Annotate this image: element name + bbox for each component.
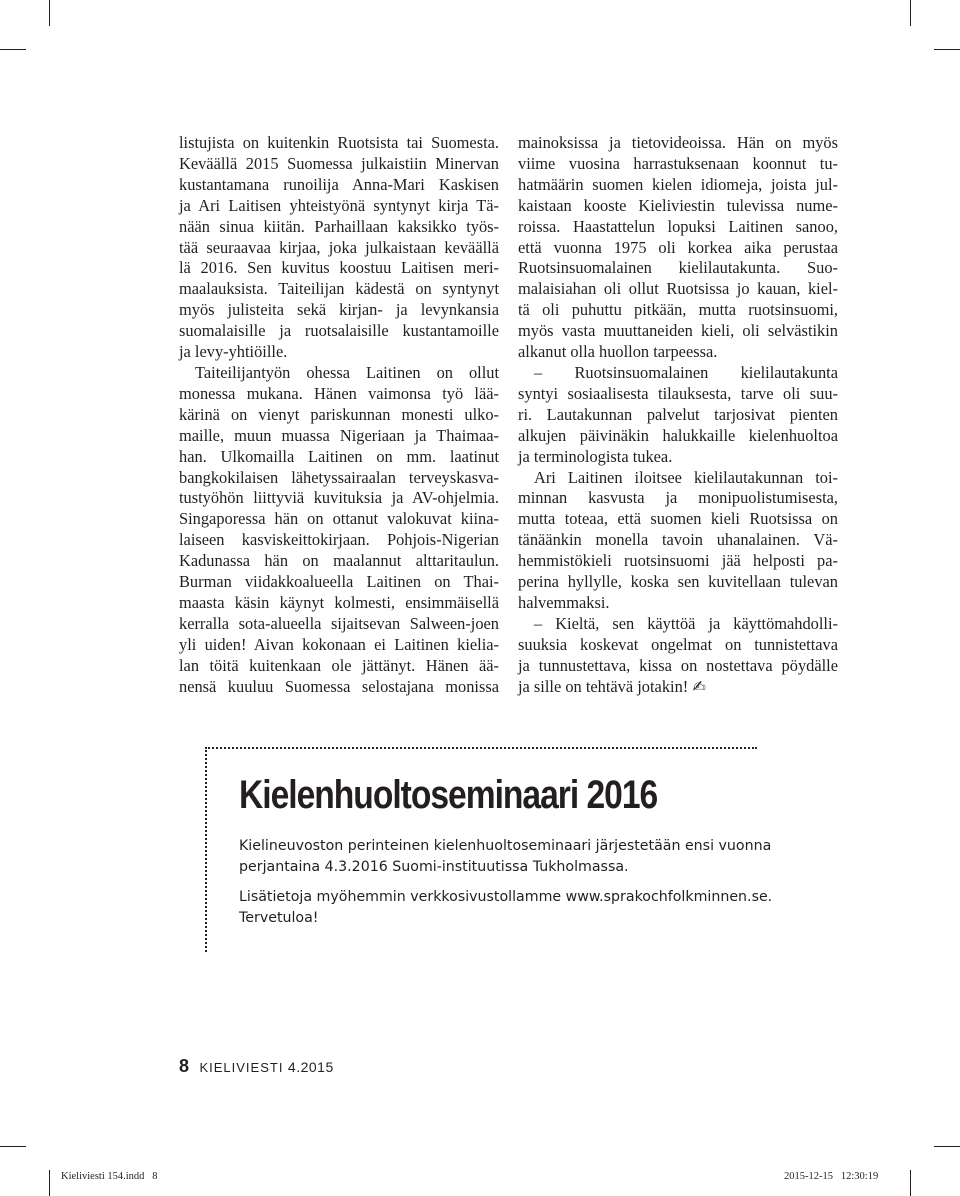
text-line: Lisätietoja myöhemmin verkkosivustollamme www.sprakochfolkminnen.se. — [239, 889, 773, 905]
text-line: ja tunnustettava, kissa on nostettava pöydälle — [518, 655, 838, 675]
print-slug-file: Kieliviesti 154.indd 8 — [61, 1171, 158, 1182]
text-line: nensä kuuluu Suomessa selostajana monissa — [179, 676, 499, 696]
crop-mark — [934, 49, 960, 50]
crop-mark — [0, 1146, 26, 1147]
text-line: ja Ari Laitisen yhteistyönä syntynyt kirja Tä- — [179, 195, 499, 215]
text-line: syntyi sosiaalisesta tilauksesta, tarve oli suu- — [518, 383, 838, 403]
paragraph — [518, 363, 838, 468]
text-line: Kadunassa hän on maalannut alttaritaulun. — [179, 551, 499, 571]
text-line: hemmistökieli ruotsinsuomi jää helposti pa- — [518, 551, 838, 571]
text-line: mainoksissa ja tietovideoissa. Hän on myös — [518, 133, 838, 152]
paragraph — [518, 614, 838, 698]
print-slug-timestamp: 2015-12-15 12:30:19 — [784, 1171, 879, 1182]
text-line: maalauksista. Taiteilijan kädestä on syntynyt — [179, 279, 499, 299]
text-line: myös vasta muuttaneiden kieli, oli selvästikin — [518, 321, 838, 341]
article-column-right — [518, 133, 838, 697]
crop-mark — [910, 1170, 911, 1196]
text-line: tustyöhön liittyviä kuvituksia ja AV-ohjelmia. — [179, 488, 499, 508]
text-line: Tervetuloa! — [239, 909, 319, 926]
text-line: listujista on kuitenkin Ruotsista tai Suomesta. — [179, 133, 499, 152]
text-line-content: ja sille on tehtävä jotakin! — [518, 676, 689, 696]
text-line — [518, 677, 838, 698]
text-line: hatmäärin suomen kielen idiomeja, joista jul- — [518, 174, 838, 194]
article-column-left — [179, 133, 499, 697]
text-line: myös julisteita sekä kirjan- ja levynkansia — [179, 300, 499, 320]
text-line: Taiteilijantyön ohessa Laitinen on ollut — [195, 362, 499, 382]
text-line: Burman viidakkoalueella Laitinen on Thai- — [179, 572, 499, 592]
announcement-paragraph — [239, 836, 779, 877]
text-line: kerralla sota-alueella sijaitsevan Salween-joen — [179, 613, 499, 633]
text-line: Ari Laitinen iloitsee kielilautakunnan toi- — [534, 467, 838, 487]
text-line: mutta toteaa, että suomen kieli Ruotsissa on — [518, 509, 838, 529]
crop-mark — [910, 0, 911, 26]
text-line: – Ruotsinsuomalainen kielilautakunta — [534, 362, 838, 382]
text-line: suuksia koskevat ongelmat on tunnistettava — [518, 634, 838, 654]
crop-mark — [49, 1170, 50, 1196]
paragraph — [518, 468, 838, 614]
announcement-title: Kielenhuoltoseminaari 2016 — [239, 773, 658, 817]
page-footer — [179, 1056, 334, 1077]
text-line: Keväällä 2015 Suomessa julkaistiin Minervan — [179, 153, 499, 173]
text-line: että vuonna 1975 oli korkea aika perustaa — [518, 237, 838, 257]
text-line: maasta käsin käynyt kolmesti, ensimmäisellä — [179, 592, 499, 612]
paragraph — [179, 363, 499, 698]
text-line: perina hyllylle, koska sen kuvitellaan tulevan — [518, 572, 838, 592]
text-line: Kielineuvoston perinteinen kielenhuoltoseminaari järjestetään ensi vuonna — [239, 838, 772, 854]
text-line: minnan kasvusta ja monipuolistumisesta, — [518, 488, 838, 508]
text-line: viime vuosina harrastuksenaan koonnut tu- — [518, 153, 838, 173]
writing-hand-icon: ✍ — [692, 676, 706, 696]
text-line: – Kieltä, sen käyttöä ja käyttömahdolli- — [534, 613, 838, 633]
text-line: ja terminologista tukea. — [518, 446, 673, 466]
seminar-announcement-box — [205, 747, 773, 952]
crop-mark — [49, 0, 50, 26]
text-line: alkujen päivinäkin halukkaille kielenhuoltoa — [518, 425, 838, 445]
text-line: roissa. Haastattelun lopuksi Laitinen sanoo, — [518, 216, 838, 236]
text-line: monessa mukana. Hänen vaimonsa työ lää- — [179, 383, 499, 403]
text-line: kaistaan kooste Kieliviestin tulevissa nume- — [518, 195, 838, 215]
issue-number: 4.2015 — [287, 1059, 334, 1075]
page-number: 8 — [179, 1056, 190, 1076]
text-line: bangkokilaisen lähetyssairaalan terveyskasva- — [179, 467, 499, 487]
text-line: tä oli puhuttu pitkään, mutta ruotsinsuomi, — [518, 300, 838, 320]
crop-mark — [934, 1146, 960, 1147]
text-line: halvemmaksi. — [518, 592, 610, 612]
text-line: lan töitä kuitenkaan ole jättänyt. Hänen ää- — [179, 655, 499, 675]
announcement-body — [239, 836, 779, 938]
crop-mark — [0, 49, 26, 50]
text-line: tänäänkin monella tavoin uhanalainen. Vä- — [518, 530, 838, 550]
text-line: han. Ulkomailla Laitinen on mm. laatinut — [179, 446, 499, 466]
text-line: alkanut olla huollon tarpeessa. — [518, 342, 718, 362]
text-line: perjantaina 4.3.2016 Suomi-instituutissa Tukholmassa. — [239, 858, 629, 875]
text-line: kärinä on vienyt pariskunnan monesti ulko- — [179, 404, 499, 424]
text-line: laiseen kasviskeittokirjaan. Pohjois-Nigerian — [179, 530, 499, 550]
text-line: malaisiahan oli ollut Ruotsissa jo kauan, kiel- — [518, 279, 838, 299]
text-line: kustantamana runoilija Anna-Mari Kaskisen — [179, 174, 499, 194]
text-line: Singaporessa hän on ottanut valokuvat kiina- — [179, 509, 499, 529]
text-line: tää seuraavaa kirjaa, joka julkaistaan keväällä — [179, 237, 499, 257]
text-line: ja levy-yhtiöille. — [179, 342, 288, 362]
paragraph — [179, 133, 499, 363]
text-line: yli uiden! Aivan kokonaan ei Laitinen kielia- — [179, 634, 499, 654]
paragraph — [518, 133, 838, 363]
text-line: lä 2016. Sen kuvitus koostuu Laitisen meri- — [179, 258, 499, 278]
text-line: nään sinua kiitän. Parhaillaan kaksikko työs- — [179, 216, 499, 236]
magazine-name: KIELIVIESTI — [199, 1060, 284, 1075]
text-line: ri. Lautakunnan palvelut tarjosivat pienten — [518, 404, 838, 424]
text-line: maille, muun muassa Nigeriaan ja Thaimaa- — [179, 425, 499, 445]
text-line: Ruotsinsuomalainen kielilautakunta. Suo- — [518, 258, 838, 278]
text-line: suomalaisille ja ruotsalaisille kustantamoille — [179, 321, 499, 341]
announcement-paragraph — [239, 887, 779, 928]
